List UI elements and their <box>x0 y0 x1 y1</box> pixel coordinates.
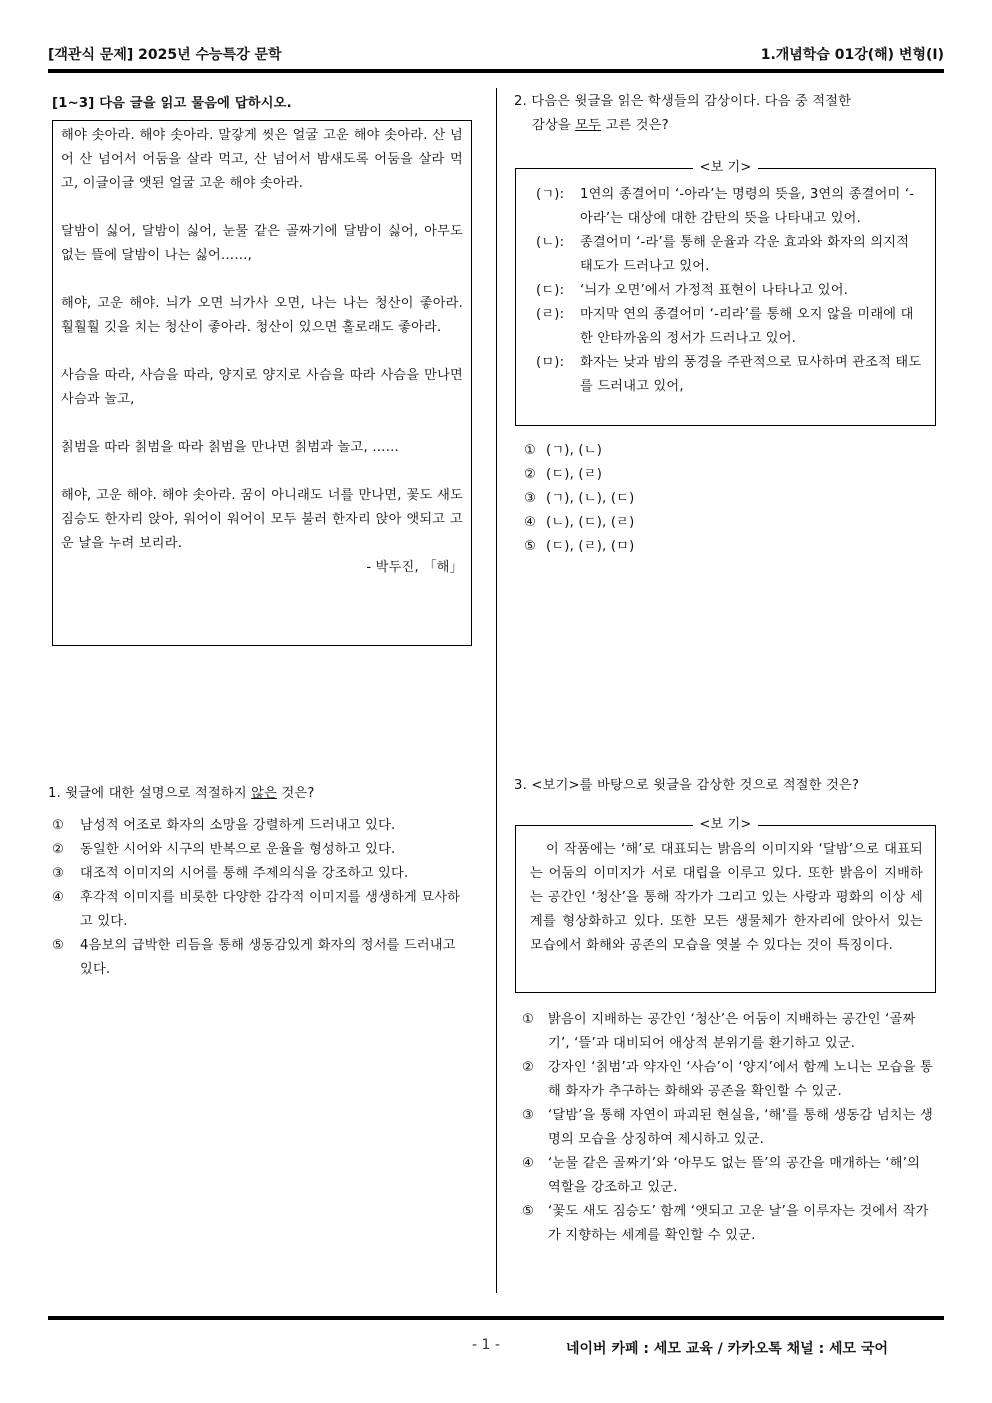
passage-box <box>52 120 472 646</box>
item-text: 1연의 종결어미 ‘-아라’는 명령의 뜻을, 3연의 종결어미 ‘-아라’는 대상에 대한 감탄의 뜻을 나타내고 있어. <box>580 187 915 226</box>
option-number: ② <box>524 467 537 482</box>
q2-option-3[interactable] <box>524 487 824 511</box>
q2-option-2[interactable] <box>524 463 824 487</box>
option-number: ① <box>52 818 65 833</box>
option-text: 대조적 이미지의 시어를 통해 주제의식을 강조하고 있다. <box>80 866 409 881</box>
q3-bogi-title: <보 기> <box>693 817 757 832</box>
page-number: - 1 - <box>472 1337 500 1353</box>
q2-bogi-box <box>515 160 936 426</box>
stanza-4: 사슴을 따라, 사슴을 따라, 양지로 양지로 사슴을 따라 사슴을 만나면 사슴과 놀고, <box>61 368 463 407</box>
item-label: (ㄹ): <box>536 307 565 322</box>
option-text: ‘달밤’을 통해 자연이 파괴된 현실을, ‘해’를 통해 생동감 넘치는 생명의 모습을 상징하여 제시하고 있군. <box>548 1108 933 1147</box>
q3-stem: 3. <보기>를 바탕으로 윗글을 감상한 것으로 적절한 것은? <box>514 778 860 793</box>
q2-option-1[interactable] <box>524 439 824 463</box>
item-label: (ㄱ): <box>536 187 565 202</box>
q1-option-4[interactable] <box>52 886 470 934</box>
q1-option-1[interactable] <box>52 814 470 838</box>
q2-stem-line1: 2. 다음은 윗글을 읽은 학생들의 감상이다. 다음 중 적절한 <box>514 94 852 109</box>
header-left: [객관식 문제] 2025년 수능특강 문학 <box>48 47 282 63</box>
item-text: ‘늬가 오면’에서 가정적 표현이 나타나고 있어. <box>580 283 849 298</box>
option-text: 남성적 어조로 화자의 소망을 강렬하게 드러내고 있다. <box>80 818 396 833</box>
option-text: 4음보의 급박한 리듬을 통해 생동감있게 화자의 정서를 드러내고 있다. <box>80 938 456 977</box>
q2-item-c <box>536 279 923 303</box>
q1-option-3[interactable] <box>52 862 470 886</box>
option-text: (ㄷ), (ㄹ), (ㅁ) <box>546 539 635 554</box>
option-text: 밝음이 지배하는 공간인 ‘청산’은 어둠이 지배하는 공간인 ‘골짜기’, ‘뜰’과 대비되어 애상적 분위기를 환기하고 있군. <box>548 1012 916 1051</box>
option-number: ① <box>522 1012 535 1027</box>
q3-option-1[interactable] <box>522 1008 936 1056</box>
option-number: ② <box>522 1060 535 1075</box>
footer-channel: 네이버 카페 : 세모 교육 / 카카오톡 채널 : 세모 국어 <box>566 1341 889 1357</box>
q1-option-5[interactable] <box>52 934 470 982</box>
q3-bogi-box <box>515 817 936 993</box>
stanza-3: 해야, 고운 해야. 늬가 오면 늬가사 오면, 나는 나는 청산이 좋아라. 훨훨훨 깃을 치는 청산이 좋아라. 청산이 있으면 홀로래도 좋아라. <box>61 296 463 335</box>
option-number: ④ <box>522 1156 535 1171</box>
option-text: ‘꽃도 새도 짐승도’ 함께 ‘앳되고 고운 날’을 이루자는 것에서 작가가 지향하는 세계를 확인할 수 있군. <box>548 1204 929 1243</box>
option-text: ‘눈물 같은 골짜기’와 ‘아무도 없는 뜰’의 공간을 매개하는 ‘해’의 역할을 강조하고 있군. <box>548 1156 921 1195</box>
option-number: ④ <box>524 515 537 530</box>
q1-options <box>52 814 470 982</box>
q2-bogi-title: <보 기> <box>693 160 757 175</box>
item-text: 화자는 낮과 밤의 풍경을 주관적으로 묘사하며 관조적 태도를 드러내고 있어, <box>580 355 922 394</box>
q2-stem <box>514 90 934 138</box>
item-label: (ㄴ): <box>536 235 565 250</box>
q2-item-a <box>536 183 923 231</box>
option-number: ⑤ <box>52 938 65 953</box>
q2-stem-emphasis: 모두 <box>575 118 602 133</box>
instruction: [1~3] 다음 글을 읽고 물음에 답하시오. <box>52 96 292 111</box>
stanza-2: 달밤이 싫어, 달밤이 싫어, 눈물 같은 골짜기에 달밤이 싫어, 아무도 없는 뜰에 달밤이 나는 싫어……, <box>61 224 463 263</box>
q1-stem <box>48 782 474 806</box>
item-label: (ㄷ): <box>536 283 565 298</box>
q2-item-e <box>536 351 923 399</box>
q1-option-2[interactable] <box>52 838 470 862</box>
column-divider <box>496 88 497 1293</box>
option-number: ⑤ <box>524 539 537 554</box>
option-number: ③ <box>522 1108 535 1123</box>
option-number: ③ <box>524 491 537 506</box>
option-text: (ㄷ), (ㄹ) <box>546 467 603 482</box>
q2-stem-line2 <box>514 114 934 138</box>
option-number: ③ <box>52 866 65 881</box>
option-number: ① <box>524 443 537 458</box>
q2-stem-before: 감상을 <box>532 118 576 133</box>
option-text: 강자인 ‘칡범’과 약자인 ‘사슴’이 ‘양지’에서 함께 노니는 모습을 통해 화자가 추구하는 화해와 공존을 확인할 수 있군. <box>548 1060 933 1099</box>
option-text: (ㄱ), (ㄴ) <box>546 443 603 458</box>
q2-option-5[interactable] <box>524 535 824 559</box>
q3-option-5[interactable] <box>522 1200 936 1248</box>
q3-option-3[interactable] <box>522 1104 936 1152</box>
item-label: (ㅁ): <box>536 355 565 370</box>
option-number: ⑤ <box>522 1204 535 1219</box>
q2-options <box>524 439 824 559</box>
q1-stem-after: 것은? <box>277 786 315 801</box>
passage-author: - 박두진, 「해」 <box>366 560 463 575</box>
option-text: 후각적 이미지를 비롯한 다양한 감각적 이미지를 생생하게 묘사하고 있다. <box>80 890 461 929</box>
q1-stem-before: 1. 윗글에 대한 설명으로 적절하지 <box>48 786 252 801</box>
option-text: (ㄱ), (ㄴ), (ㄷ) <box>546 491 635 506</box>
top-rule <box>48 69 944 73</box>
option-text: (ㄴ), (ㄷ), (ㄹ) <box>546 515 635 530</box>
q2-item-d <box>536 303 923 351</box>
q3-bogi-text: 이 작품에는 ‘해’로 대표되는 밝음의 이미지와 ‘달밤’으로 대표되는 어둠의 이미지가 서로 대립을 이루고 있다. 또한 밝음이 지배하는 공간인 ‘청산’을 통해 작가가 그리고 있는 사랑과 평화의 이상 세계를 형상화하고 있다. 또한 모든 생물체가 한자리에 앉아서 있는 모습에서 화해와 공존의 모습을 엿볼 수 있다는 것이 특징이다. <box>530 842 923 953</box>
item-text: 종결어미 ‘-라’를 통해 운율과 각운 효과와 화자의 의지적 태도가 드러나고 있어. <box>580 235 910 274</box>
q2-item-b <box>536 231 923 279</box>
stanza-1: 해야 솟아라. 해야 솟아라. 말갛게 씻은 얼굴 고운 해야 솟아라. 산 넘어 산 넘어서 어둠을 살라 먹고, 산 넘어서 밤새도록 어둠을 살라 먹고, 이글이글 앳된 얼굴 고운 해야 솟아라. <box>61 128 463 191</box>
q3-options <box>522 1008 936 1248</box>
stanza-5: 칡범을 따라 칡범을 따라 칡범을 만나면 칡범과 놀고, …… <box>61 440 400 455</box>
bottom-rule <box>48 1316 944 1320</box>
q3-option-2[interactable] <box>522 1056 936 1104</box>
q2-stem-after: 고른 것은? <box>601 118 669 133</box>
option-number: ② <box>52 842 65 857</box>
q3-option-4[interactable] <box>522 1152 936 1200</box>
header-right: 1.개념학습 01강(해) 변형(I) <box>760 47 944 63</box>
option-text: 동일한 시어와 시구의 반복으로 운율을 형성하고 있다. <box>80 842 396 857</box>
option-number: ④ <box>52 890 65 905</box>
stanza-6: 해야, 고운 해야. 해야 솟아라. 꿈이 아니래도 너를 만나면, 꽃도 새도 짐승도 한자리 앉아, 워어이 워어이 모두 불러 한자리 앉아 앳되고 고운 날을 누려 보리라. <box>61 488 463 551</box>
item-text: 마지막 연의 종결어미 ‘-리라’를 통해 오지 않을 미래에 대한 안타까움의 정서가 드러나고 있어. <box>580 307 914 346</box>
q1-stem-emphasis: 않은 <box>251 786 278 801</box>
q2-option-4[interactable] <box>524 511 824 535</box>
